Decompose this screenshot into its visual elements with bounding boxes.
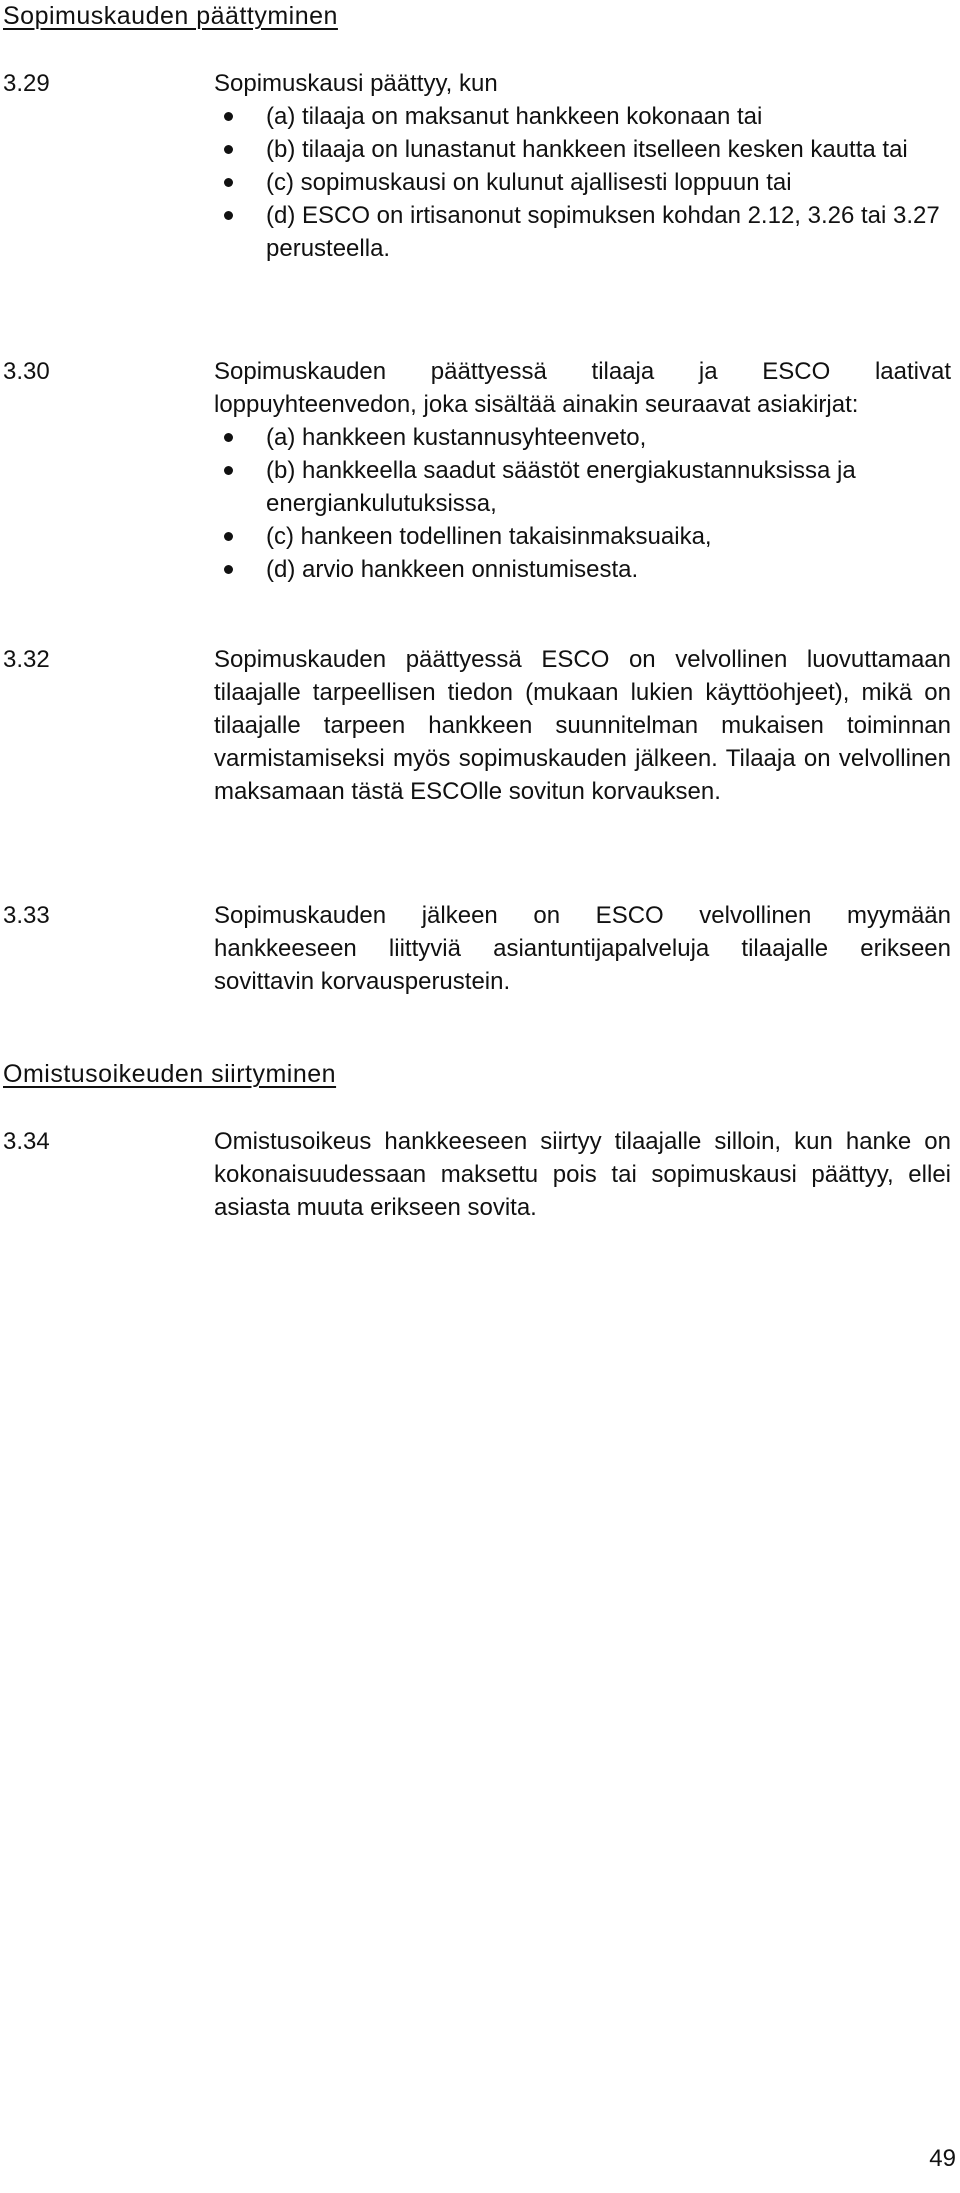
- clause-3-30: [3, 355, 953, 586]
- clause-number: 3.30: [3, 358, 50, 385]
- list-item: [214, 133, 951, 166]
- clause-body: [214, 67, 951, 265]
- bullet-icon: [224, 178, 233, 187]
- clause-3-34: [3, 1125, 953, 1224]
- list-item-text: (d) arvio hankkeen onnistumisesta.: [266, 556, 639, 583]
- bullet-icon: [224, 112, 233, 121]
- section-heading-contract-end: Sopimuskauden päättyminen: [3, 2, 338, 30]
- list-item: [214, 520, 951, 553]
- clause-body: [214, 899, 951, 998]
- bullet-icon: [224, 211, 233, 220]
- list-item: [214, 100, 951, 133]
- bullet-icon: [224, 466, 233, 475]
- bullet-icon: [224, 145, 233, 154]
- bullet-list: [214, 421, 951, 586]
- clause-3-29: [3, 67, 953, 265]
- list-item: [214, 421, 951, 454]
- clause-intro: Sopimuskauden päättyessä tilaaja ja ESCO laativat loppuyhteenvedon, joka sisältää ainakin seuraavat asiakirjat:: [214, 358, 951, 418]
- bullet-icon: [224, 565, 233, 574]
- list-item: [214, 553, 951, 586]
- clause-3-33: [3, 899, 953, 998]
- bullet-icon: [224, 433, 233, 442]
- clause-3-32: [3, 643, 953, 808]
- list-item-text: (c) sopimuskausi on kulunut ajallisesti loppuun tai: [266, 169, 792, 196]
- clause-body: [214, 643, 951, 808]
- bullet-list: [214, 100, 951, 265]
- page-number: 49: [929, 2145, 956, 2172]
- list-item-text: (b) hankkeella saadut säästöt energiakustannuksissa ja energiankulutuksissa,: [266, 457, 856, 517]
- clause-number: 3.33: [3, 902, 50, 929]
- clause-number: 3.29: [3, 70, 50, 97]
- clause-number: 3.32: [3, 646, 50, 673]
- list-item: [214, 454, 951, 520]
- clause-intro: Sopimuskausi päättyy, kun: [214, 70, 498, 97]
- list-item-text: (a) hankkeen kustannusyhteenveto,: [266, 424, 647, 451]
- list-item-text: (d) ESCO on irtisanonut sopimuksen kohdan 2.12, 3.26 tai 3.27 perusteella.: [266, 202, 940, 262]
- list-item-text: (a) tilaaja on maksanut hankkeen kokonaan tai: [266, 103, 763, 130]
- clause-body: [214, 355, 951, 586]
- list-item: [214, 166, 951, 199]
- list-item-text: (b) tilaaja on lunastanut hankkeen itselleen kesken kautta tai: [266, 136, 908, 163]
- clause-text: Sopimuskauden jälkeen on ESCO velvollinen myymään hankkeeseen liittyviä asiantuntijapalveluja tilaajalle erikseen sovittavin korvausperustein.: [214, 902, 951, 995]
- clause-number: 3.34: [3, 1128, 50, 1155]
- clause-text: Sopimuskauden päättyessä ESCO on velvollinen luovuttamaan tilaajalle tarpeellisen tiedon (mukaan lukien käyttöohjeet), mikä on tilaajalle tarpeen hankkeen suunnitelman mukaisen toiminnan varmistamiseksi myös sopimuskauden jälkeen. Tilaaja on velvollinen maksamaan tästä ESCOlle sovitun korvauksen.: [214, 646, 951, 805]
- bullet-icon: [224, 532, 233, 541]
- list-item: [214, 199, 951, 265]
- section-heading-ownership-transfer: Omistusoikeuden siirtyminen: [3, 1060, 337, 1088]
- list-item-text: (c) hankeen todellinen takaisinmaksuaika,: [266, 523, 712, 550]
- clause-body: [214, 1125, 951, 1224]
- clause-text: Omistusoikeus hankkeeseen siirtyy tilaajalle silloin, kun hanke on kokonaisuudessaan maksettu pois tai sopimuskausi päättyy, ellei asiasta muuta erikseen sovita.: [214, 1128, 951, 1221]
